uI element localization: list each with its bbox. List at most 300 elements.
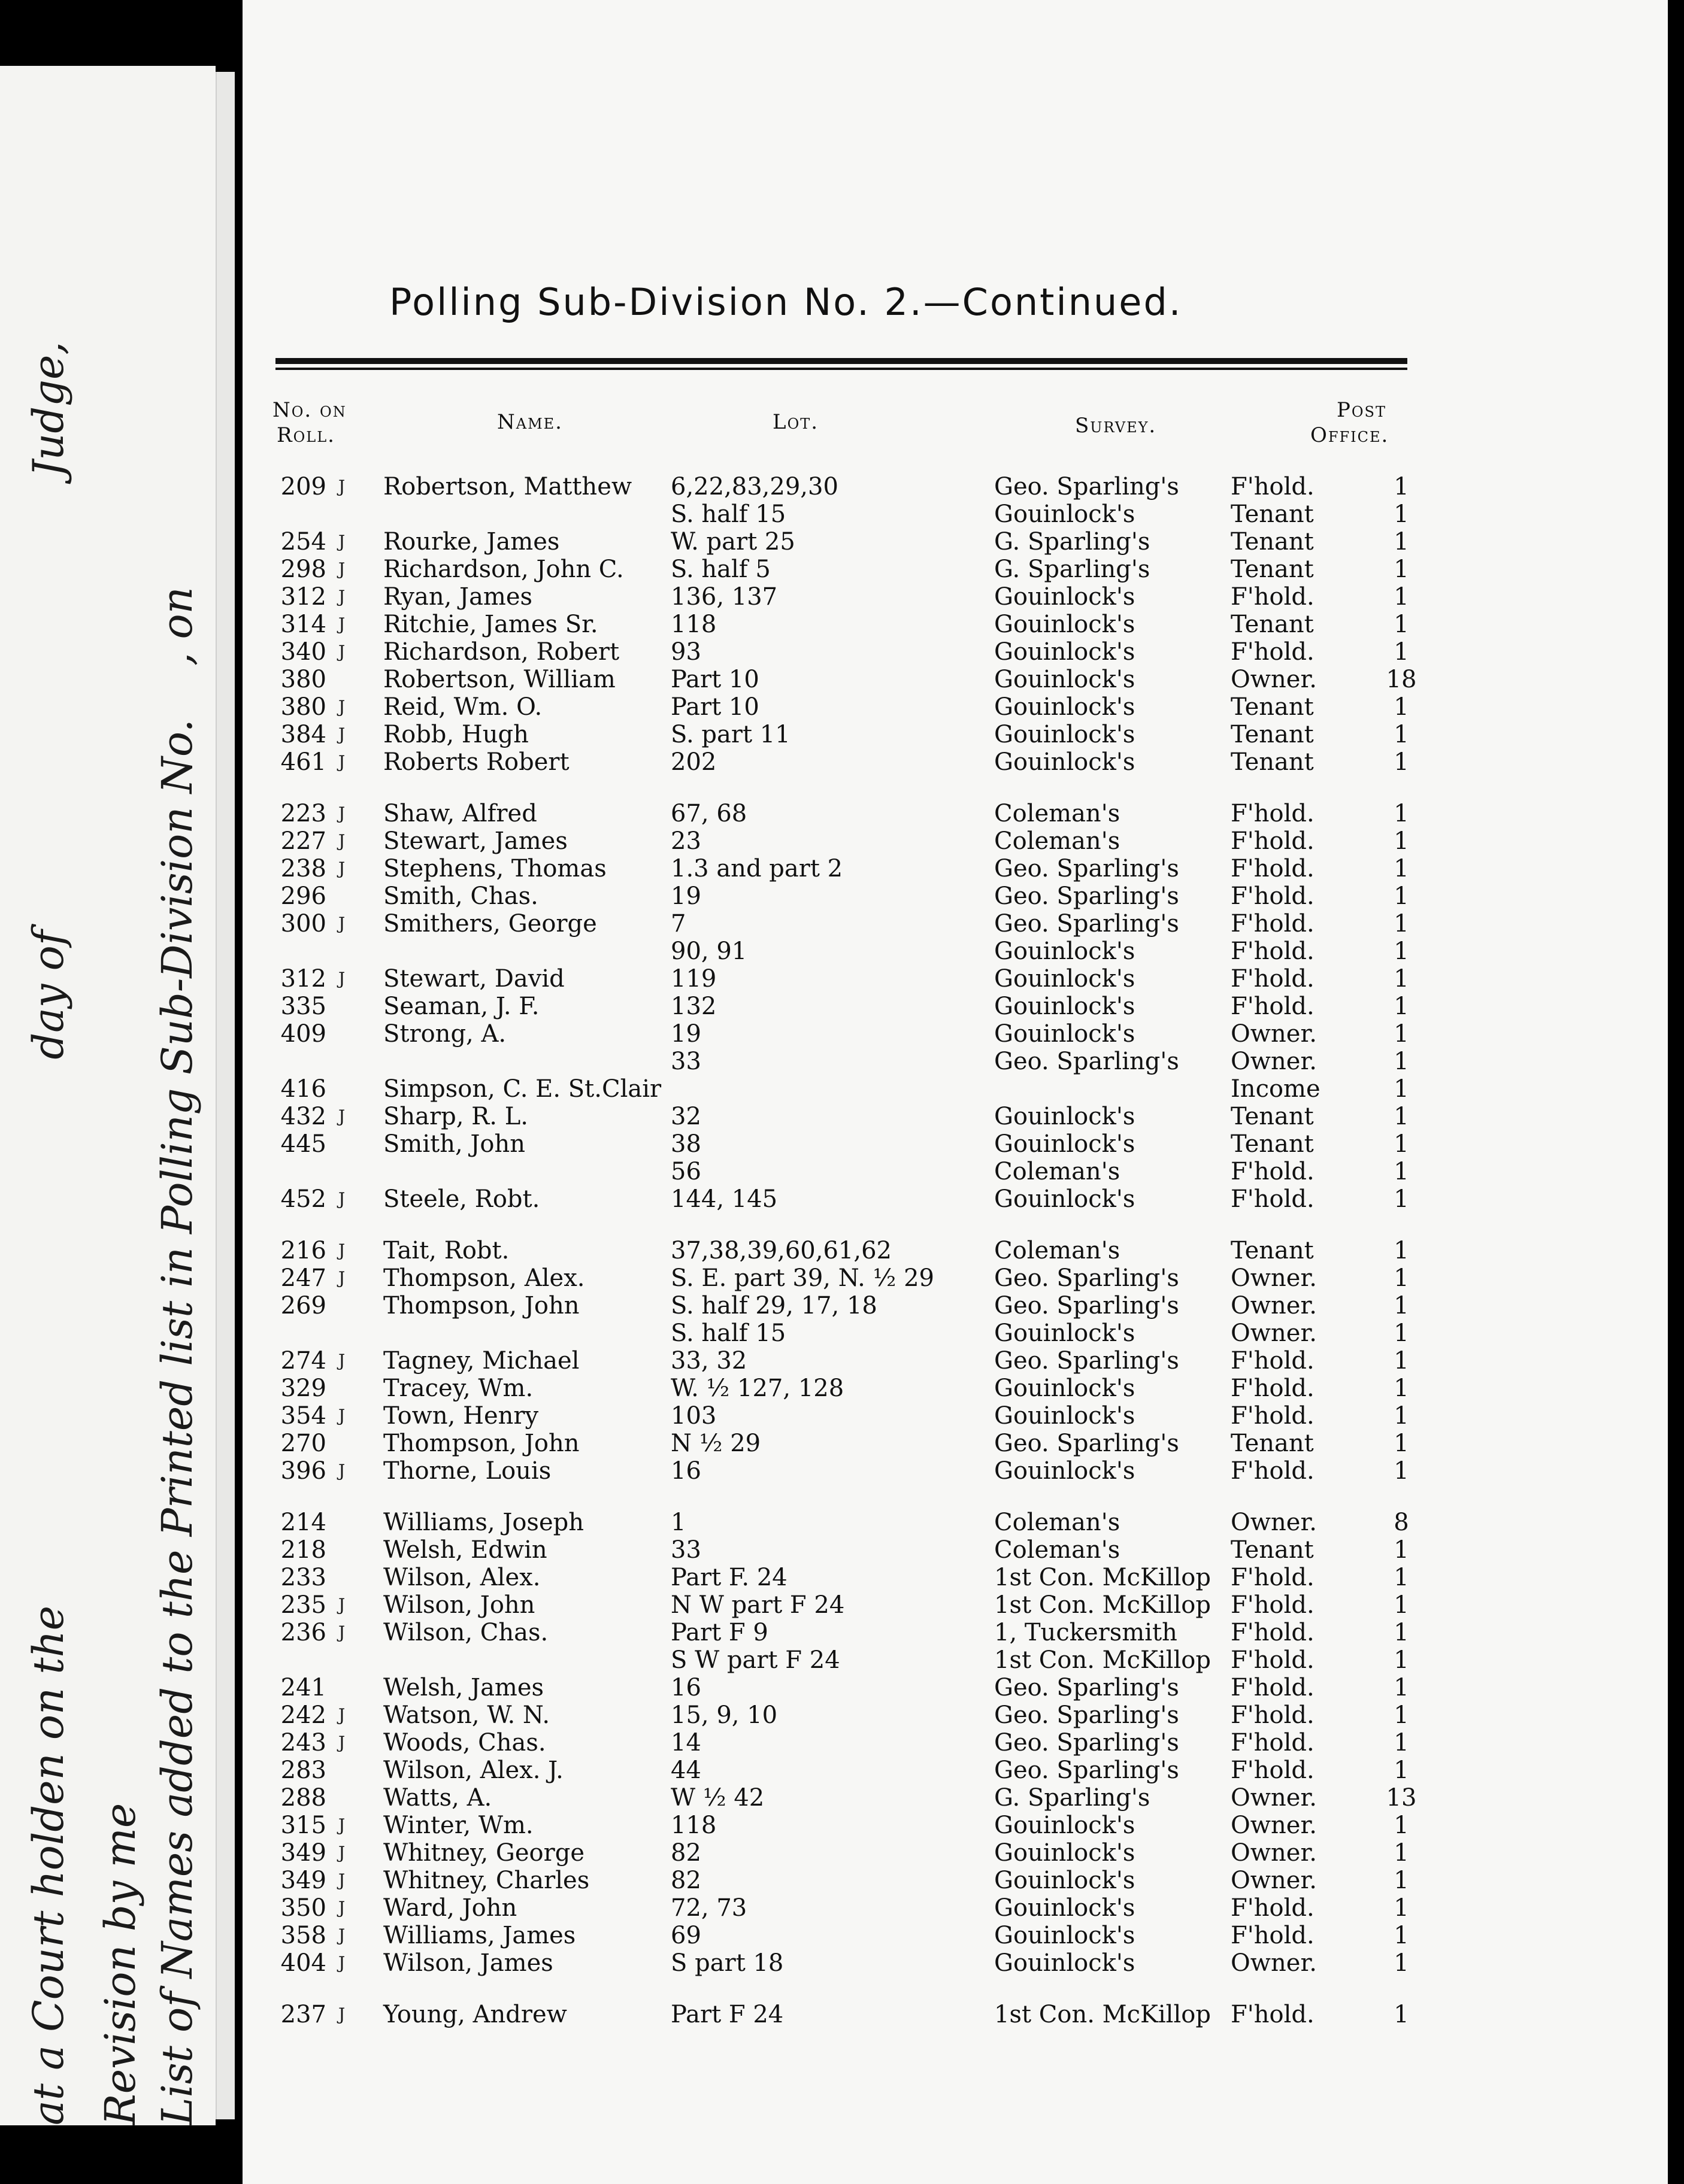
tenure-status: F'hold.	[1231, 1185, 1315, 1213]
roll-number: 312	[280, 965, 326, 993]
header-survey: Survey.	[1075, 414, 1157, 438]
lot: S. half 29, 17, 18	[671, 1292, 877, 1320]
post-office: 1	[1394, 528, 1409, 556]
voter-list	[0, 473, 1684, 2028]
roll-number: 243	[280, 1729, 326, 1757]
survey: Gouinlock's	[994, 1020, 1135, 1048]
post-office: 1	[1394, 1075, 1409, 1103]
juror-mark: J	[338, 914, 346, 933]
tenure-status: F'hold.	[1231, 1591, 1315, 1619]
tenure-status: F'hold.	[1231, 910, 1315, 938]
post-office: 1	[1394, 827, 1409, 855]
lot: 16	[671, 1674, 701, 1701]
lot: 33, 32	[671, 1347, 747, 1375]
table-row	[0, 2001, 1684, 2028]
survey: Geo. Sparling's	[994, 1757, 1179, 1784]
juror-mark: J	[338, 1240, 346, 1260]
roll-number: 349	[280, 1839, 326, 1867]
post-office: 1	[1394, 1646, 1409, 1674]
voter-name: Roberts Robert	[383, 748, 570, 776]
survey: Gouinlock's	[994, 666, 1135, 693]
table-row	[0, 666, 1684, 693]
survey: Geo. Sparling's	[994, 910, 1179, 938]
survey: Geo. Sparling's	[994, 1292, 1179, 1320]
post-office: 1	[1394, 1839, 1409, 1867]
survey: 1st Con. McKillop	[994, 1564, 1211, 1591]
table-row	[0, 1320, 1684, 1347]
voter-name: Ward, John	[383, 1894, 517, 1922]
voter-name: Williams, James	[383, 1922, 576, 1949]
post-office: 1	[1394, 910, 1409, 938]
lot: 136, 137	[671, 583, 778, 611]
roll-number: 329	[280, 1375, 326, 1402]
survey: Geo. Sparling's	[994, 1729, 1179, 1757]
table-row	[0, 1812, 1684, 1839]
lot: 16	[671, 1457, 701, 1485]
roll-number: 223	[280, 800, 326, 827]
tenure-status: F'hold.	[1231, 1729, 1315, 1757]
roll-number: 409	[280, 1020, 326, 1048]
header-no-on: No. on	[272, 398, 347, 422]
roll-number: 218	[280, 1536, 326, 1564]
margin-text-line2: Revision by me	[96, 1803, 145, 2125]
table-row	[0, 638, 1684, 666]
roll-number: 269	[280, 1292, 326, 1320]
survey: 1st Con. McKillop	[994, 1591, 1211, 1619]
lot: Part F 9	[671, 1619, 768, 1646]
header-lot: Lot.	[773, 410, 819, 434]
tenure-status: Owner.	[1231, 1320, 1317, 1347]
tenure-status: F'hold.	[1231, 800, 1315, 827]
post-office: 1	[1394, 1536, 1409, 1564]
tenure-status: F'hold.	[1231, 882, 1315, 910]
post-office: 1	[1394, 556, 1409, 583]
roll-number: 216	[280, 1237, 326, 1264]
survey: Gouinlock's	[994, 500, 1135, 528]
tenure-status: F'hold.	[1231, 1619, 1315, 1646]
tenure-status: Tenant	[1231, 1103, 1314, 1130]
tenure-status: F'hold.	[1231, 993, 1315, 1020]
table-row	[0, 611, 1684, 638]
table-row	[0, 1185, 1684, 1213]
lot: 69	[671, 1922, 701, 1949]
post-office: 13	[1386, 1784, 1417, 1812]
post-office: 1	[1394, 1729, 1409, 1757]
juror-mark: J	[338, 1953, 346, 1973]
lot: 7	[671, 910, 686, 938]
post-office: 1	[1394, 1867, 1409, 1894]
tenure-status: Owner.	[1231, 1867, 1317, 1894]
roll-number: 396	[280, 1457, 326, 1485]
lot: 202	[671, 748, 717, 776]
table-row	[0, 1646, 1684, 1674]
roll-number: 209	[280, 473, 326, 500]
roll-number: 349	[280, 1867, 326, 1894]
survey: Geo. Sparling's	[994, 882, 1179, 910]
voter-name: Welsh, James	[383, 1674, 544, 1701]
table-row	[0, 1757, 1684, 1784]
table-row	[0, 1430, 1684, 1457]
voter-name: Simpson, C. E. St.Clair	[383, 1075, 662, 1103]
post-office: 1	[1394, 1237, 1409, 1264]
tenure-status: F'hold.	[1231, 1646, 1315, 1674]
table-row	[0, 1130, 1684, 1158]
survey: Geo. Sparling's	[994, 1701, 1179, 1729]
voter-name: Tait, Robt.	[383, 1237, 510, 1264]
tenure-status: F'hold.	[1231, 1922, 1315, 1949]
post-office: 1	[1394, 638, 1409, 666]
page-title: Polling Sub-Division No. 2.—Continued.	[389, 280, 1183, 324]
post-office: 1	[1394, 1292, 1409, 1320]
table-row	[0, 965, 1684, 993]
juror-mark: J	[338, 1622, 346, 1642]
voter-name: Tracey, Wm.	[383, 1375, 534, 1402]
survey: Geo. Sparling's	[994, 1048, 1179, 1075]
post-office: 1	[1394, 1048, 1409, 1075]
tenure-status: Owner.	[1231, 1509, 1317, 1536]
tenure-status: F'hold.	[1231, 965, 1315, 993]
tenure-status: Tenant	[1231, 1536, 1314, 1564]
post-office: 1	[1394, 1020, 1409, 1048]
post-office: 1	[1394, 965, 1409, 993]
tenure-status: F'hold.	[1231, 2001, 1315, 2028]
survey: Gouinlock's	[994, 993, 1135, 1020]
voter-name: Stewart, James	[383, 827, 568, 855]
juror-mark: J	[338, 559, 346, 579]
juror-mark: J	[338, 724, 346, 744]
juror-mark: J	[338, 697, 346, 717]
tenure-status: F'hold.	[1231, 638, 1315, 666]
lot: 15, 9, 10	[671, 1701, 778, 1729]
roll-number: 380	[280, 693, 326, 721]
margin-text-line3: at a Court holden on the day of Judge,	[24, 341, 73, 2125]
roll-number: 312	[280, 583, 326, 611]
survey: Gouinlock's	[994, 1839, 1135, 1867]
lot: 32	[671, 1103, 701, 1130]
survey: Gouinlock's	[994, 1867, 1135, 1894]
voter-name: Watson, W. N.	[383, 1701, 550, 1729]
roll-number: 233	[280, 1564, 326, 1591]
table-row	[0, 1922, 1684, 1949]
heading-rule-thin	[275, 368, 1407, 370]
juror-mark: J	[338, 1843, 346, 1863]
juror-mark: J	[338, 477, 346, 496]
survey: Geo. Sparling's	[994, 473, 1179, 500]
roll-number: 237	[280, 2001, 326, 2028]
table-row	[0, 1729, 1684, 1757]
survey: 1, Tuckersmith	[994, 1619, 1177, 1646]
voter-name: Rourke, James	[383, 528, 560, 556]
table-row	[0, 473, 1684, 500]
lot: 67, 68	[671, 800, 747, 827]
roll-number: 214	[280, 1509, 326, 1536]
juror-mark: J	[338, 752, 346, 772]
voter-name: Robertson, William	[383, 666, 616, 693]
lot: Part 10	[671, 666, 759, 693]
header-office: Office.	[1310, 423, 1389, 447]
lot: 33	[671, 1048, 701, 1075]
survey: Coleman's	[994, 1237, 1120, 1264]
survey: Coleman's	[994, 1158, 1120, 1185]
post-office: 1	[1394, 800, 1409, 827]
voter-name: Stephens, Thomas	[383, 855, 607, 882]
juror-mark: J	[338, 1461, 346, 1481]
tenure-status: Tenant	[1231, 500, 1314, 528]
lot: 33	[671, 1536, 701, 1564]
lot: 44	[671, 1757, 701, 1784]
voter-name: Winter, Wm.	[383, 1812, 534, 1839]
survey: Coleman's	[994, 800, 1120, 827]
table-row	[0, 748, 1684, 776]
tenure-status: Tenant	[1231, 1430, 1314, 1457]
survey: Gouinlock's	[994, 1922, 1135, 1949]
tenure-status: F'hold.	[1231, 1158, 1315, 1185]
voter-name: Thompson, John	[383, 1430, 580, 1457]
post-office: 1	[1394, 1674, 1409, 1701]
post-office: 1	[1394, 1564, 1409, 1591]
survey: Gouinlock's	[994, 1375, 1135, 1402]
tenure-status: F'hold.	[1231, 1347, 1315, 1375]
juror-mark: J	[338, 532, 346, 551]
survey: Gouinlock's	[994, 1103, 1135, 1130]
lot: S. half 15	[671, 1320, 786, 1347]
tenure-status: Owner.	[1231, 1949, 1317, 1977]
roll-number: 461	[280, 748, 326, 776]
juror-mark: J	[338, 587, 346, 606]
tenure-status: F'hold.	[1231, 1674, 1315, 1701]
lot: 93	[671, 638, 701, 666]
survey: Gouinlock's	[994, 721, 1135, 748]
survey: Geo. Sparling's	[994, 1264, 1179, 1292]
post-office: 1	[1394, 721, 1409, 748]
survey: Coleman's	[994, 1509, 1120, 1536]
post-office: 1	[1394, 1320, 1409, 1347]
juror-mark: J	[338, 1898, 346, 1918]
table-row	[0, 1457, 1684, 1485]
juror-mark: J	[338, 969, 346, 988]
tenure-status: F'hold.	[1231, 1894, 1315, 1922]
table-row	[0, 882, 1684, 910]
survey: Geo. Sparling's	[994, 1674, 1179, 1701]
post-office: 1	[1394, 1949, 1409, 1977]
survey: G. Sparling's	[994, 556, 1150, 583]
tenure-status: F'hold.	[1231, 827, 1315, 855]
survey: Gouinlock's	[994, 1185, 1135, 1213]
lot: 56	[671, 1158, 701, 1185]
voter-name: Whitney, Charles	[383, 1867, 590, 1894]
juror-mark: J	[338, 1189, 346, 1209]
roll-number: 350	[280, 1894, 326, 1922]
survey: G. Sparling's	[994, 1784, 1150, 1812]
tenure-status: F'hold.	[1231, 1402, 1315, 1430]
voter-name: Strong, A.	[383, 1020, 507, 1048]
table-row	[0, 1237, 1684, 1264]
voter-name: Ryan, James	[383, 583, 533, 611]
voter-name: Robertson, Matthew	[383, 473, 632, 500]
post-office: 8	[1394, 1509, 1409, 1536]
juror-mark: J	[338, 642, 346, 662]
post-office: 1	[1394, 993, 1409, 1020]
lot: 37,38,39,60,61,62	[671, 1237, 892, 1264]
tenure-status: Owner.	[1231, 1264, 1317, 1292]
post-office: 1	[1394, 748, 1409, 776]
tenure-status: Tenant	[1231, 611, 1314, 638]
voter-name: Smithers, George	[383, 910, 597, 938]
voter-name: Town, Henry	[383, 1402, 539, 1430]
tenure-status: Owner.	[1231, 1048, 1317, 1075]
tenure-status: Owner.	[1231, 1292, 1317, 1320]
tenure-status: F'hold.	[1231, 583, 1315, 611]
lot: N ½ 29	[671, 1430, 761, 1457]
roll-number: 340	[280, 638, 326, 666]
lot: S. half 15	[671, 500, 786, 528]
roll-number: 274	[280, 1347, 326, 1375]
survey: Gouinlock's	[994, 1949, 1135, 1977]
lot: 23	[671, 827, 701, 855]
post-office: 1	[1394, 1185, 1409, 1213]
survey: Gouinlock's	[994, 965, 1135, 993]
table-row	[0, 1292, 1684, 1320]
roll-number: 404	[280, 1949, 326, 1977]
table-row	[0, 1867, 1684, 1894]
post-office: 1	[1394, 938, 1409, 965]
tenure-status: Tenant	[1231, 1130, 1314, 1158]
tenure-status: F'hold.	[1231, 1375, 1315, 1402]
post-office: 1	[1394, 1894, 1409, 1922]
juror-mark: J	[338, 1268, 346, 1288]
roll-number: 300	[280, 910, 326, 938]
voter-name: Whitney, George	[383, 1839, 584, 1867]
table-row	[0, 1784, 1684, 1812]
tenure-status: Owner.	[1231, 1784, 1317, 1812]
table-row	[0, 1103, 1684, 1130]
roll-number: 354	[280, 1402, 326, 1430]
header-post: Post	[1337, 398, 1387, 422]
voter-name: Sharp, R. L.	[383, 1103, 528, 1130]
voter-name: Steele, Robt.	[383, 1185, 540, 1213]
roll-number: 241	[280, 1674, 326, 1701]
survey: Gouinlock's	[994, 583, 1135, 611]
juror-mark: J	[338, 1815, 346, 1835]
survey: Gouinlock's	[994, 748, 1135, 776]
voter-name: Stewart, David	[383, 965, 565, 993]
roll-number: 452	[280, 1185, 326, 1213]
tenure-status: F'hold.	[1231, 1757, 1315, 1784]
post-office: 1	[1394, 473, 1409, 500]
table-row	[0, 1949, 1684, 1977]
voter-name: Reid, Wm. O.	[383, 693, 543, 721]
table-row	[0, 1020, 1684, 1048]
roll-number: 358	[280, 1922, 326, 1949]
table-row	[0, 1564, 1684, 1591]
table-row	[0, 827, 1684, 855]
survey: Gouinlock's	[994, 1812, 1135, 1839]
roll-number: 384	[280, 721, 326, 748]
tenure-status: Owner.	[1231, 666, 1317, 693]
post-office: 1	[1394, 1347, 1409, 1375]
roll-number: 236	[280, 1619, 326, 1646]
post-office: 1	[1394, 583, 1409, 611]
survey: G. Sparling's	[994, 528, 1150, 556]
lot: N W part F 24	[671, 1591, 845, 1619]
lot: 132	[671, 993, 717, 1020]
post-office: 1	[1394, 1591, 1409, 1619]
lot: 1	[671, 1509, 686, 1536]
voter-name: Woods, Chas.	[383, 1729, 546, 1757]
post-office: 1	[1394, 1264, 1409, 1292]
tenure-status: Tenant	[1231, 556, 1314, 583]
voter-name: Watts, A.	[383, 1784, 492, 1812]
table-row	[0, 1839, 1684, 1867]
roll-number: 445	[280, 1130, 326, 1158]
header-name: Name.	[497, 410, 563, 434]
post-office: 1	[1394, 500, 1409, 528]
roll-number: 432	[280, 1103, 326, 1130]
tenure-status: F'hold.	[1231, 855, 1315, 882]
juror-mark: J	[338, 614, 346, 634]
lot: W ½ 42	[671, 1784, 765, 1812]
voter-name: Smith, John	[383, 1130, 526, 1158]
survey: Gouinlock's	[994, 1402, 1135, 1430]
voter-name: Wilson, James	[383, 1949, 553, 1977]
table-row	[0, 528, 1684, 556]
lot: S part 18	[671, 1949, 784, 1977]
post-office: 1	[1394, 2001, 1409, 2028]
tenure-status: F'hold.	[1231, 1701, 1315, 1729]
voter-name: Wilson, Alex.	[383, 1564, 541, 1591]
voter-name: Robb, Hugh	[383, 721, 529, 748]
voter-name: Wilson, Chas.	[383, 1619, 549, 1646]
lot: 103	[671, 1402, 717, 1430]
post-office: 1	[1394, 1375, 1409, 1402]
table-row	[0, 1509, 1684, 1536]
lot: Part 10	[671, 693, 759, 721]
post-office: 18	[1386, 666, 1417, 693]
juror-mark: J	[338, 1705, 346, 1725]
roll-number: 283	[280, 1757, 326, 1784]
survey: Geo. Sparling's	[994, 1347, 1179, 1375]
lot: 82	[671, 1839, 701, 1867]
voter-name: Welsh, Edwin	[383, 1536, 547, 1564]
roll-number: 235	[280, 1591, 326, 1619]
table-row	[0, 1347, 1684, 1375]
tenure-status: F'hold.	[1231, 1457, 1315, 1485]
juror-mark: J	[338, 831, 346, 851]
voter-name: Thompson, Alex.	[383, 1264, 585, 1292]
table-row	[0, 583, 1684, 611]
table-row	[0, 1048, 1684, 1075]
lot: 38	[671, 1130, 701, 1158]
table-row	[0, 1894, 1684, 1922]
voter-name: Wilson, John	[383, 1591, 535, 1619]
juror-mark: J	[338, 1406, 346, 1425]
survey: Coleman's	[994, 1536, 1120, 1564]
voter-name: Young, Andrew	[383, 2001, 567, 2028]
tenure-status: F'hold.	[1231, 938, 1315, 965]
post-office: 1	[1394, 1701, 1409, 1729]
table-row	[0, 1619, 1684, 1646]
roll-number: 227	[280, 827, 326, 855]
juror-mark: J	[338, 1106, 346, 1126]
voter-name: Tagney, Michael	[383, 1347, 580, 1375]
juror-mark: J	[338, 1925, 346, 1945]
lot: S. half 5	[671, 556, 771, 583]
table-row	[0, 1402, 1684, 1430]
lot: 118	[671, 1812, 717, 1839]
table-row	[0, 500, 1684, 528]
survey: 1st Con. McKillop	[994, 2001, 1211, 2028]
juror-mark: J	[338, 803, 346, 823]
